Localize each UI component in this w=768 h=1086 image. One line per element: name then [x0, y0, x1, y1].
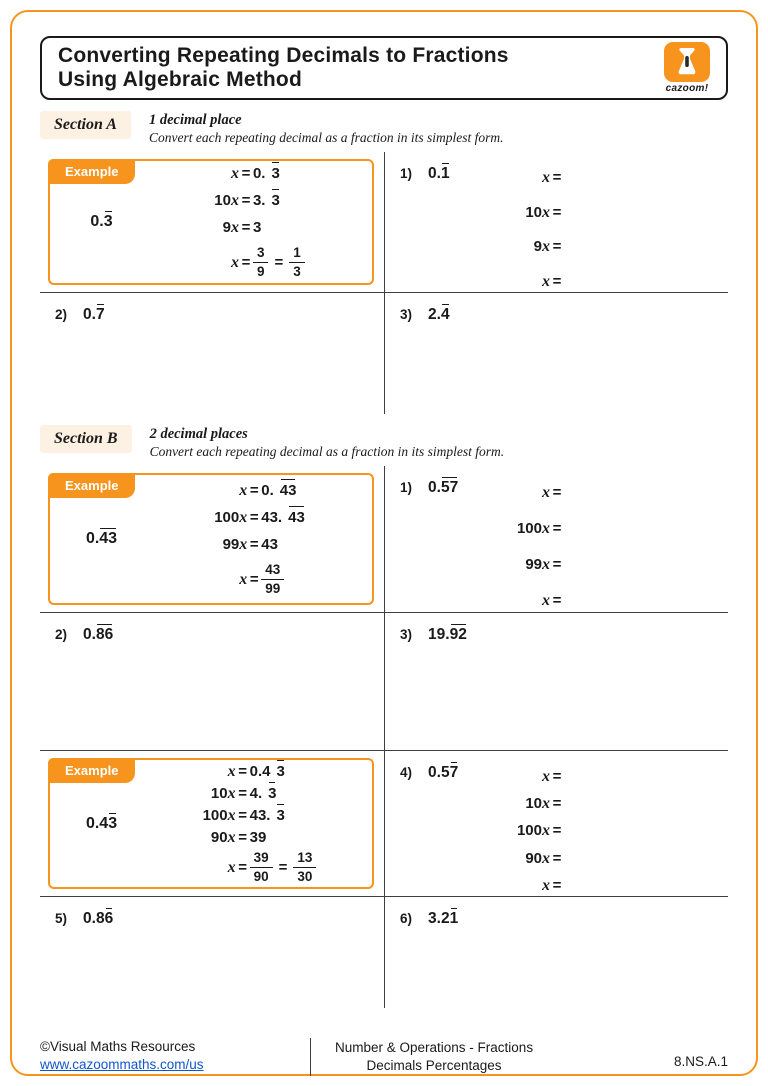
variable: x — [227, 829, 236, 847]
equation-lhs — [525, 794, 550, 813]
problem-a3 — [385, 293, 728, 414]
equation-lhs — [525, 555, 550, 574]
decimal-pre: 4. — [249, 785, 263, 803]
fraction — [253, 245, 269, 279]
variable: x — [542, 238, 550, 256]
equals-sign: = — [241, 219, 251, 237]
equals-sign: = — [552, 849, 562, 867]
section-b-instruction: Convert each repeating decimal as a fraction in its simplest form. — [149, 444, 505, 459]
equation-lhs — [534, 237, 550, 256]
equation-lhs — [542, 272, 550, 291]
equals-sign: = — [552, 822, 562, 840]
equation-rhs — [253, 245, 305, 279]
decimal-pre: 0. — [83, 626, 96, 643]
variable: x — [227, 763, 236, 781]
decimal-pre: 43. — [261, 509, 283, 527]
section-b-desc — [150, 425, 505, 460]
footer-attribution — [40, 1038, 310, 1076]
section-b — [40, 425, 728, 1008]
section-b-label: Section B — [40, 425, 132, 453]
problem-decimal — [428, 764, 458, 782]
problem-b5 — [40, 897, 384, 1008]
section-b-row-1 — [40, 466, 728, 612]
problem-b1 — [385, 466, 728, 612]
denominator: 30 — [297, 869, 313, 884]
variable: x — [227, 859, 236, 876]
repeating-digits: 3 — [271, 192, 280, 210]
problem-b3 — [385, 613, 728, 750]
equals-sign: = — [249, 571, 259, 588]
equation-lhs — [214, 191, 239, 210]
section-a-grid — [40, 152, 728, 414]
answer-lines — [517, 764, 714, 896]
equation-rhs — [261, 481, 296, 500]
topic-line-2: Decimals Percentages — [366, 1058, 502, 1073]
numerator: 1 — [289, 245, 305, 263]
decimal-pre: 19. — [428, 626, 450, 643]
variable: x — [230, 165, 239, 183]
equation-lhs — [228, 762, 236, 781]
worksheet-header — [40, 36, 728, 100]
equation-rhs — [250, 762, 285, 781]
repeating-digits: 3 — [276, 763, 285, 781]
equation-lhs — [223, 218, 239, 237]
section-a-desc — [149, 111, 504, 146]
section-a-head — [40, 111, 728, 146]
answer-lines — [517, 479, 714, 612]
equals-sign: = — [238, 829, 247, 847]
example-tab: Example — [48, 473, 135, 498]
equals-sign: = — [238, 859, 247, 876]
problem-decimal — [428, 626, 467, 644]
decimal-pre: 0. — [85, 530, 100, 547]
equals-sign: = — [241, 165, 251, 183]
coefficient: 10 — [525, 203, 542, 221]
repeating-digits: 86 — [95, 626, 114, 643]
variable: x — [542, 556, 550, 573]
variable: x — [239, 571, 248, 588]
section-a-heading: 1 decimal place — [148, 112, 242, 128]
section-b-row-4 — [40, 896, 728, 1008]
equals-sign: = — [552, 169, 562, 187]
equation-rhs — [250, 828, 273, 847]
variable: x — [239, 482, 248, 500]
numerator: 43 — [261, 562, 284, 580]
given-decimal — [50, 815, 153, 833]
equation-rhs — [261, 535, 284, 554]
example-tab: Example — [48, 758, 135, 783]
coefficient: 10 — [214, 192, 231, 210]
coefficient: 9 — [222, 219, 231, 237]
problem-decimal — [83, 306, 105, 324]
equals-sign: = — [249, 482, 259, 500]
equation-lhs — [231, 253, 239, 272]
variable: x — [230, 219, 239, 237]
denominator: 99 — [265, 581, 281, 596]
equation-lhs — [211, 784, 236, 803]
repeating-digits: 7 — [449, 764, 459, 781]
decimal-pre: 3 — [252, 219, 262, 237]
repeating-digits: 4 — [440, 306, 450, 323]
decimal-pre: 39 — [249, 829, 267, 847]
equals-sign: = — [552, 767, 562, 785]
section-b-row-3 — [40, 750, 728, 896]
variable: x — [542, 822, 550, 840]
equals-sign: = — [241, 254, 251, 271]
section-a — [40, 111, 728, 414]
equation-lhs — [542, 483, 550, 502]
fraction — [261, 562, 284, 596]
repeating-digits: 3 — [108, 814, 118, 832]
repeating-digits: 1 — [440, 165, 450, 182]
section-a-row-2 — [40, 292, 728, 414]
problem-number: 1) — [400, 480, 413, 495]
coefficient: 100 — [202, 807, 228, 825]
problem-number: 6) — [400, 911, 413, 926]
numerator: 13 — [293, 850, 316, 868]
variable: x — [542, 767, 550, 785]
problem-decimal — [83, 910, 113, 928]
worked-solution — [153, 762, 372, 884]
equation-lhs — [517, 821, 550, 840]
denominator: 3 — [293, 264, 301, 279]
equals-sign: = — [238, 807, 247, 825]
problem-a2 — [40, 293, 384, 414]
worksheet-title — [58, 44, 509, 92]
worked-solution — [153, 481, 372, 596]
variable: x — [227, 807, 236, 825]
equals-sign: = — [552, 203, 562, 221]
example-box-b1 — [48, 473, 374, 605]
equation-lhs — [525, 849, 550, 868]
section-b-head — [40, 425, 728, 460]
equals-sign: = — [274, 254, 284, 271]
decimal-pre: 0. — [90, 213, 104, 230]
equals-sign: = — [249, 509, 259, 527]
equals-sign: = — [241, 192, 251, 210]
numerator: 3 — [253, 245, 269, 263]
equation-rhs — [261, 508, 305, 527]
equals-sign: = — [238, 763, 247, 781]
problem-decimal — [428, 165, 450, 183]
section-b-grid — [40, 466, 728, 1008]
coefficient: 99 — [222, 536, 240, 554]
problem-decimal — [428, 910, 458, 928]
cazoom-logo — [664, 42, 710, 94]
repeating-digits: 1 — [449, 910, 459, 927]
equals-sign: = — [552, 520, 562, 537]
problem-b4 — [385, 751, 728, 896]
equation-rhs — [261, 562, 284, 596]
equals-sign: = — [552, 877, 562, 895]
given-decimal — [50, 213, 153, 231]
variable: x — [542, 877, 550, 895]
example-box-b2 — [48, 758, 374, 889]
equation-lhs — [228, 858, 236, 877]
section-b-heading: 2 decimal places — [149, 426, 248, 442]
equation-lhs — [211, 828, 236, 847]
coefficient: 99 — [525, 556, 542, 573]
coefficient: 90 — [525, 849, 542, 867]
decimal-pre: 43 — [261, 536, 278, 554]
cazoom-website-link[interactable]: www.cazoommaths.com/us — [40, 1057, 204, 1072]
equals-sign: = — [238, 785, 247, 803]
given-decimal — [50, 530, 153, 548]
equation-lhs — [223, 535, 248, 554]
denominator: 9 — [256, 264, 265, 279]
problem-number: 4) — [400, 765, 413, 780]
variable: x — [239, 536, 248, 554]
variable: x — [542, 169, 550, 187]
section-a-label: Section A — [40, 111, 131, 139]
problem-number: 2) — [55, 307, 68, 322]
equals-sign: = — [552, 795, 562, 813]
equation-lhs — [214, 508, 247, 527]
variable: x — [542, 592, 550, 609]
repeating-digits: 3 — [276, 807, 285, 825]
coefficient: 10 — [210, 785, 228, 803]
answer-lines — [525, 165, 714, 292]
decimal-pre: 0. — [261, 482, 274, 500]
equation-lhs — [525, 203, 550, 222]
decimal-pre: 0.5 — [428, 764, 450, 781]
numerator: 39 — [250, 850, 273, 868]
standard-code: 8.NS.A.1 — [673, 1053, 728, 1069]
decimal-pre: 0.4 — [85, 814, 109, 832]
problem-number: 3) — [400, 627, 413, 642]
section-a-row-1 — [40, 152, 728, 292]
equation-lhs — [231, 164, 239, 183]
repeating-digits: 43 — [99, 530, 118, 547]
equation-rhs — [253, 191, 280, 210]
decimal-pre: 0. — [83, 306, 96, 323]
coefficient: 100 — [516, 520, 542, 537]
repeating-digits: 3 — [103, 213, 113, 230]
equation-lhs — [542, 591, 550, 610]
problem-b2 — [40, 613, 384, 750]
repeating-digits: 3 — [268, 785, 277, 803]
repeating-digits: 3 — [271, 165, 280, 183]
fraction — [293, 850, 316, 884]
title-line-2: Using Algebraic Method — [58, 68, 302, 91]
equation-rhs — [250, 784, 277, 803]
fraction — [289, 245, 305, 279]
equation-rhs — [250, 806, 285, 825]
repeating-digits: 43 — [279, 482, 297, 500]
equation-rhs — [253, 164, 280, 183]
variable: x — [230, 192, 239, 210]
topic-line-1: Number & Operations - Fractions — [335, 1040, 534, 1055]
problem-number: 1) — [400, 166, 413, 181]
decimal-pre: 2. — [428, 306, 441, 323]
coefficient: 10 — [525, 795, 542, 813]
cazoom-logo-icon — [664, 42, 710, 82]
equals-sign: = — [552, 556, 562, 573]
variable: x — [230, 254, 239, 271]
variable: x — [227, 785, 236, 803]
worksheet-footer — [40, 1038, 728, 1076]
variable: x — [542, 520, 550, 537]
variable: x — [542, 203, 550, 221]
equation-lhs — [542, 876, 550, 895]
coefficient: 9 — [533, 238, 542, 256]
repeating-digits: 6 — [104, 910, 114, 927]
coefficient: 100 — [214, 509, 240, 527]
repeating-digits: 7 — [95, 306, 105, 323]
problem-number: 2) — [55, 627, 68, 642]
equals-sign: = — [552, 592, 562, 609]
decimal-pre: 3. — [252, 192, 266, 210]
equation-lhs — [517, 519, 550, 538]
section-b-row-2 — [40, 612, 728, 750]
coefficient: 100 — [516, 822, 542, 840]
variable: x — [542, 484, 550, 501]
problem-b6 — [385, 897, 728, 1008]
example-tab: Example — [48, 159, 135, 184]
section-a-instruction: Convert each repeating decimal as a fraction in its simplest form. — [148, 130, 504, 145]
decimal-pre: 0.8 — [83, 910, 105, 927]
problem-decimal — [83, 626, 113, 644]
equation-rhs — [250, 850, 317, 884]
copyright-text: ©Visual Maths Resources — [40, 1039, 196, 1054]
problem-a1 — [385, 152, 728, 292]
equation-lhs — [239, 570, 247, 589]
problem-number: 3) — [400, 307, 413, 322]
worked-solution — [153, 164, 372, 279]
problem-decimal — [428, 306, 450, 324]
decimal-pre: 0. — [252, 165, 266, 183]
equals-sign: = — [552, 484, 562, 501]
equation-lhs — [203, 806, 236, 825]
decimal-pre: 43. — [249, 807, 271, 825]
repeating-digits: 43 — [288, 509, 305, 527]
problem-decimal — [428, 479, 458, 497]
repeating-digits: 92 — [449, 626, 467, 643]
equation-lhs — [239, 481, 247, 500]
equals-sign: = — [552, 238, 562, 256]
equation-lhs — [542, 767, 550, 786]
decimal-pre: 0. — [428, 479, 441, 496]
decimal-pre: 3.2 — [428, 910, 450, 927]
fraction — [250, 850, 273, 884]
cazoom-logo-text: cazoom! — [665, 83, 709, 94]
equation-lhs — [542, 168, 550, 187]
repeating-digits: 57 — [440, 479, 459, 496]
variable: x — [239, 509, 248, 527]
equals-sign: = — [249, 536, 259, 554]
equals-sign: = — [552, 272, 562, 290]
equals-sign: = — [278, 859, 288, 876]
coefficient: 90 — [210, 829, 228, 847]
decimal-pre: 0. — [428, 165, 441, 182]
footer-topic — [310, 1038, 533, 1076]
problem-number: 5) — [55, 911, 68, 926]
variable: x — [542, 272, 550, 290]
title-line-1: Converting Repeating Decimals to Fractions — [58, 43, 509, 67]
example-box-a — [48, 159, 374, 285]
decimal-pre: 0.4 — [249, 763, 271, 781]
variable: x — [542, 849, 550, 867]
denominator: 90 — [253, 869, 269, 884]
equation-rhs — [253, 218, 267, 237]
variable: x — [542, 795, 550, 813]
